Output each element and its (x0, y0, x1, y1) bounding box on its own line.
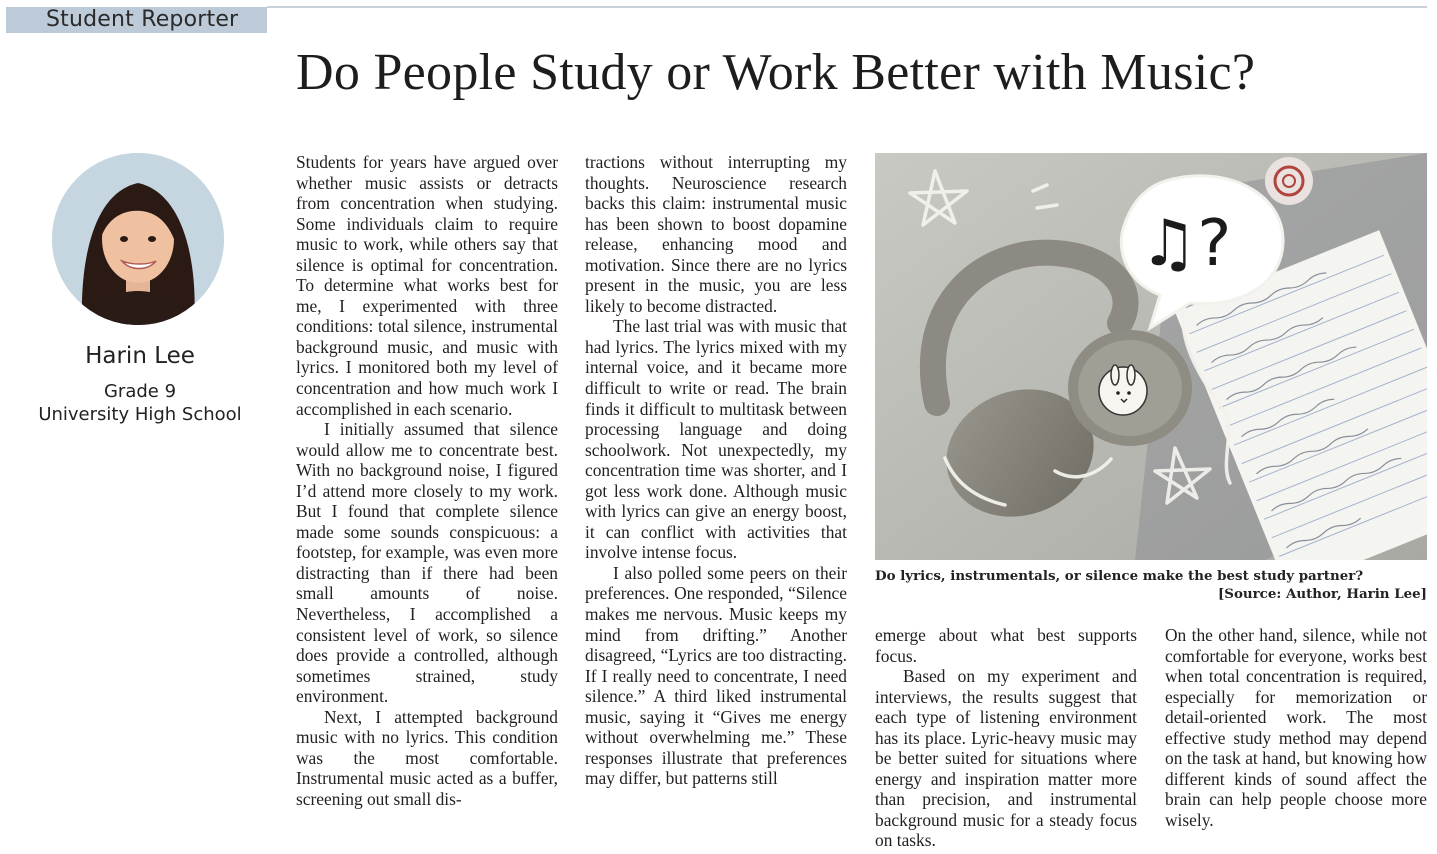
article-column-1 (296, 152, 558, 852)
article-photo (875, 153, 1427, 560)
paragraph: The last trial was with music that had lyrics. The lyrics mixed with my internal voice, and it became more difficult to write or read. The brain finds it difficult to multitask between processing language and doing schoolwork. Not unexpectedly, my concentration time was shorter, and I got less work done. Although music with lyrics can give an energy boost, it can conflict with activities that involve intense focus. (585, 316, 847, 563)
paragraph: Next, I attempted background music with no lyrics. This condition was the most comfortable. Instrumental music acted as a buffer, screening out small dis- (296, 706, 558, 809)
paragraph: Based on my experiment and interviews, the results suggest that each type of listening environment has its place. Lyric-heavy music may be better suited for situations where energy and inspiration matter more than precision, and instrumental background music for a steady focus on tasks. (875, 666, 1137, 851)
photo-caption (875, 567, 1427, 603)
paragraph: I initially assumed that silence would allow me to concentrate best. With no background noise, I figured I’d attend more closely to my work. But I found that complete silence made some sounds conspicuous: a footstep, for example, was even more distracting than if there had been small amounts of noise. Nevertheless, I accomplished a consistent level of work, so silence does provide a controlled, although sometimes strained, study environment. (296, 419, 558, 707)
article-column-3 (875, 625, 1137, 853)
article-column-2 (585, 152, 847, 852)
paragraph: emerge about what best supports focus. (875, 625, 1137, 666)
article-headline: Do People Study or Work Better with Music? (296, 44, 1256, 101)
section-label: Student Reporter (6, 7, 267, 33)
caption-text: Do lyrics, instrumentals, or silence make the best study partner? (875, 568, 1364, 584)
author-grade: Grade 9 (103, 381, 177, 402)
author-school: University High School (38, 404, 242, 425)
author-name: Harin Lee (85, 343, 195, 369)
article-column-4 (1165, 625, 1427, 853)
headphones-photo-illustration (875, 153, 1427, 560)
top-rule (267, 6, 1427, 8)
bubble-doodle: ♫? (1140, 207, 1232, 281)
author-portrait (52, 153, 224, 325)
caption-source: [Source: Author, Harin Lee] (1217, 586, 1427, 602)
paragraph: tractions without interrupting my thoughts. Neuroscience research backs this claim: instrumental music has been shown to boost dopamine release, enhancing mood and motivation. Since there are no lyrics present in the music, you are less likely to become distracted. (585, 152, 847, 316)
paragraph: Students for years have argued over whether music assists or detracts from concentration when studying. Some individuals claim to require music to work, while others say that silence is optimal for concentration. To determine what works best for me, I experimented with three conditions: total silence, instrumental background music, and music with lyrics. I monitored both my level of concentration and how much work I accomplished in each scenario. (296, 152, 558, 419)
paragraph: I also polled some peers on their preferences. One responded, “Silence makes me nervous. Music keeps my mind from drifting.” Another disagreed, “Lyrics are too distracting. If I really need to concentrate, I need silence.” A third liked instrumental music, saying it “Gives me energy without overwhelming me.” These responses illustrate that preferences may differ, but patterns still (585, 562, 847, 789)
paragraph: On the other hand, silence, while not comfortable for everyone, works best when total concentration is required, especially for memorization or detail-oriented work. The most effective study method may depend on the task at hand, but knowing how different kinds of sound affect the brain can help people choose more wisely. (1165, 625, 1427, 830)
portrait-illustration (52, 153, 224, 325)
